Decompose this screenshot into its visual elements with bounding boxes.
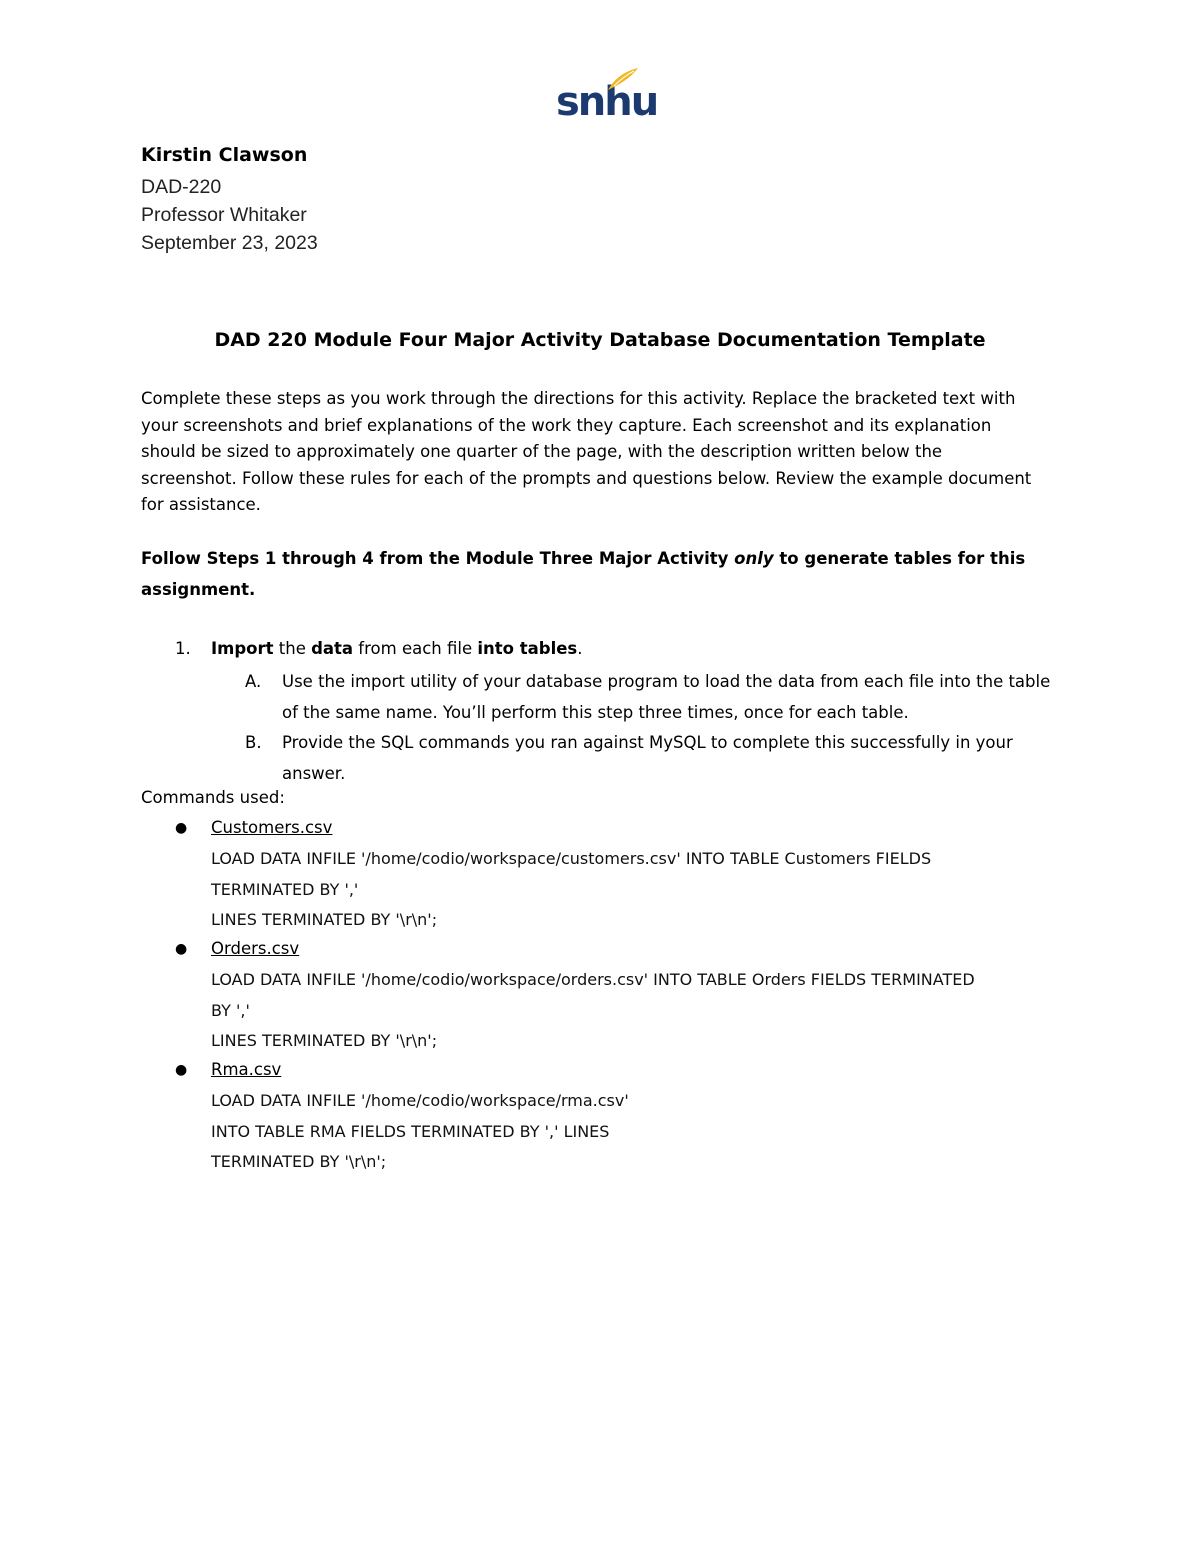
item1-data: data xyxy=(311,639,354,658)
list-item-number: 1. xyxy=(175,639,191,658)
commands-label: Commands used: xyxy=(141,788,285,807)
intro-paragraph: Complete these steps as you work through the directions for this activity. Replace the bracketed text with your screenshots and brief explanations of the work they capture. Each screenshot and its explanation should be sized to approximately one quarter of the page, with the description written below the screenshot. Follow these rules for each of the prompts and questions below. Review the example document for assistance. xyxy=(141,389,1032,514)
command-block-customers xyxy=(211,844,1061,936)
item1-text-a: the xyxy=(273,639,312,658)
item1-text-b: from each file xyxy=(353,639,478,658)
command-block-orders xyxy=(211,965,1061,1057)
command-line: INTO TABLE RMA FIELDS TERMINATED BY ',' LINES xyxy=(211,1121,610,1141)
snhu-logo xyxy=(556,66,658,125)
file-link-customers[interactable]: Customers.csv xyxy=(211,818,333,837)
professor-name: Professor Whitaker xyxy=(141,204,307,226)
document-title: DAD 220 Module Four Major Activity Database Documentation Template xyxy=(214,329,986,351)
command-line: LOAD DATA INFILE '/home/codio/workspace/rma.csv' xyxy=(211,1091,629,1110)
item1-text-c: . xyxy=(577,639,583,658)
bullet-icon: ● xyxy=(175,941,188,957)
steps-note-after: to generate tables for this assignment. xyxy=(141,549,1026,599)
submission-date: September 23, 2023 xyxy=(141,232,318,254)
sub-item-letter: A. xyxy=(245,672,262,691)
command-block-rma xyxy=(211,1086,1061,1178)
bullet-icon: ● xyxy=(175,820,188,836)
leaf-icon xyxy=(606,66,640,92)
file-link-rma[interactable]: Rma.csv xyxy=(211,1060,282,1079)
list-item-text xyxy=(211,637,583,661)
item1-into-tables: into tables xyxy=(477,639,578,658)
command-line: LINES TERMINATED BY '\r\n'; xyxy=(211,910,438,929)
file-link-orders[interactable]: Orders.csv xyxy=(211,939,300,958)
sub-item-text: Provide the SQL commands you ran against MySQL to complete this successfully in your answer. xyxy=(282,733,1013,783)
command-line: TERMINATED BY '\r\n'; xyxy=(211,1152,387,1171)
command-line: BY ',' xyxy=(211,1000,250,1020)
steps-note-emphasis: only xyxy=(734,549,774,568)
command-line: TERMINATED BY ',' xyxy=(211,879,359,899)
command-line: LOAD DATA INFILE '/home/codio/workspace/orders.csv' INTO TABLE Orders FIELDS TERMINATED xyxy=(211,970,975,989)
sub-item-text: Use the import utility of your database program to load the data from each file into the table of the same name. You’ll perform this step three times, once for each table. xyxy=(282,672,1051,722)
item1-import: Import xyxy=(211,639,274,658)
steps-note-before: Follow Steps 1 through 4 from the Module Three Major Activity xyxy=(141,549,735,568)
author-name: Kirstin Clawson xyxy=(141,144,308,166)
course-code: DAD-220 xyxy=(141,176,222,198)
command-line: LINES TERMINATED BY '\r\n'; xyxy=(211,1031,438,1050)
logo-text: snhu xyxy=(556,79,658,125)
bullet-icon: ● xyxy=(175,1062,188,1078)
steps-note xyxy=(141,543,1041,605)
sub-item-letter: B. xyxy=(245,733,262,752)
command-line: LOAD DATA INFILE '/home/codio/workspace/customers.csv' INTO TABLE Customers FIELDS xyxy=(211,849,932,868)
